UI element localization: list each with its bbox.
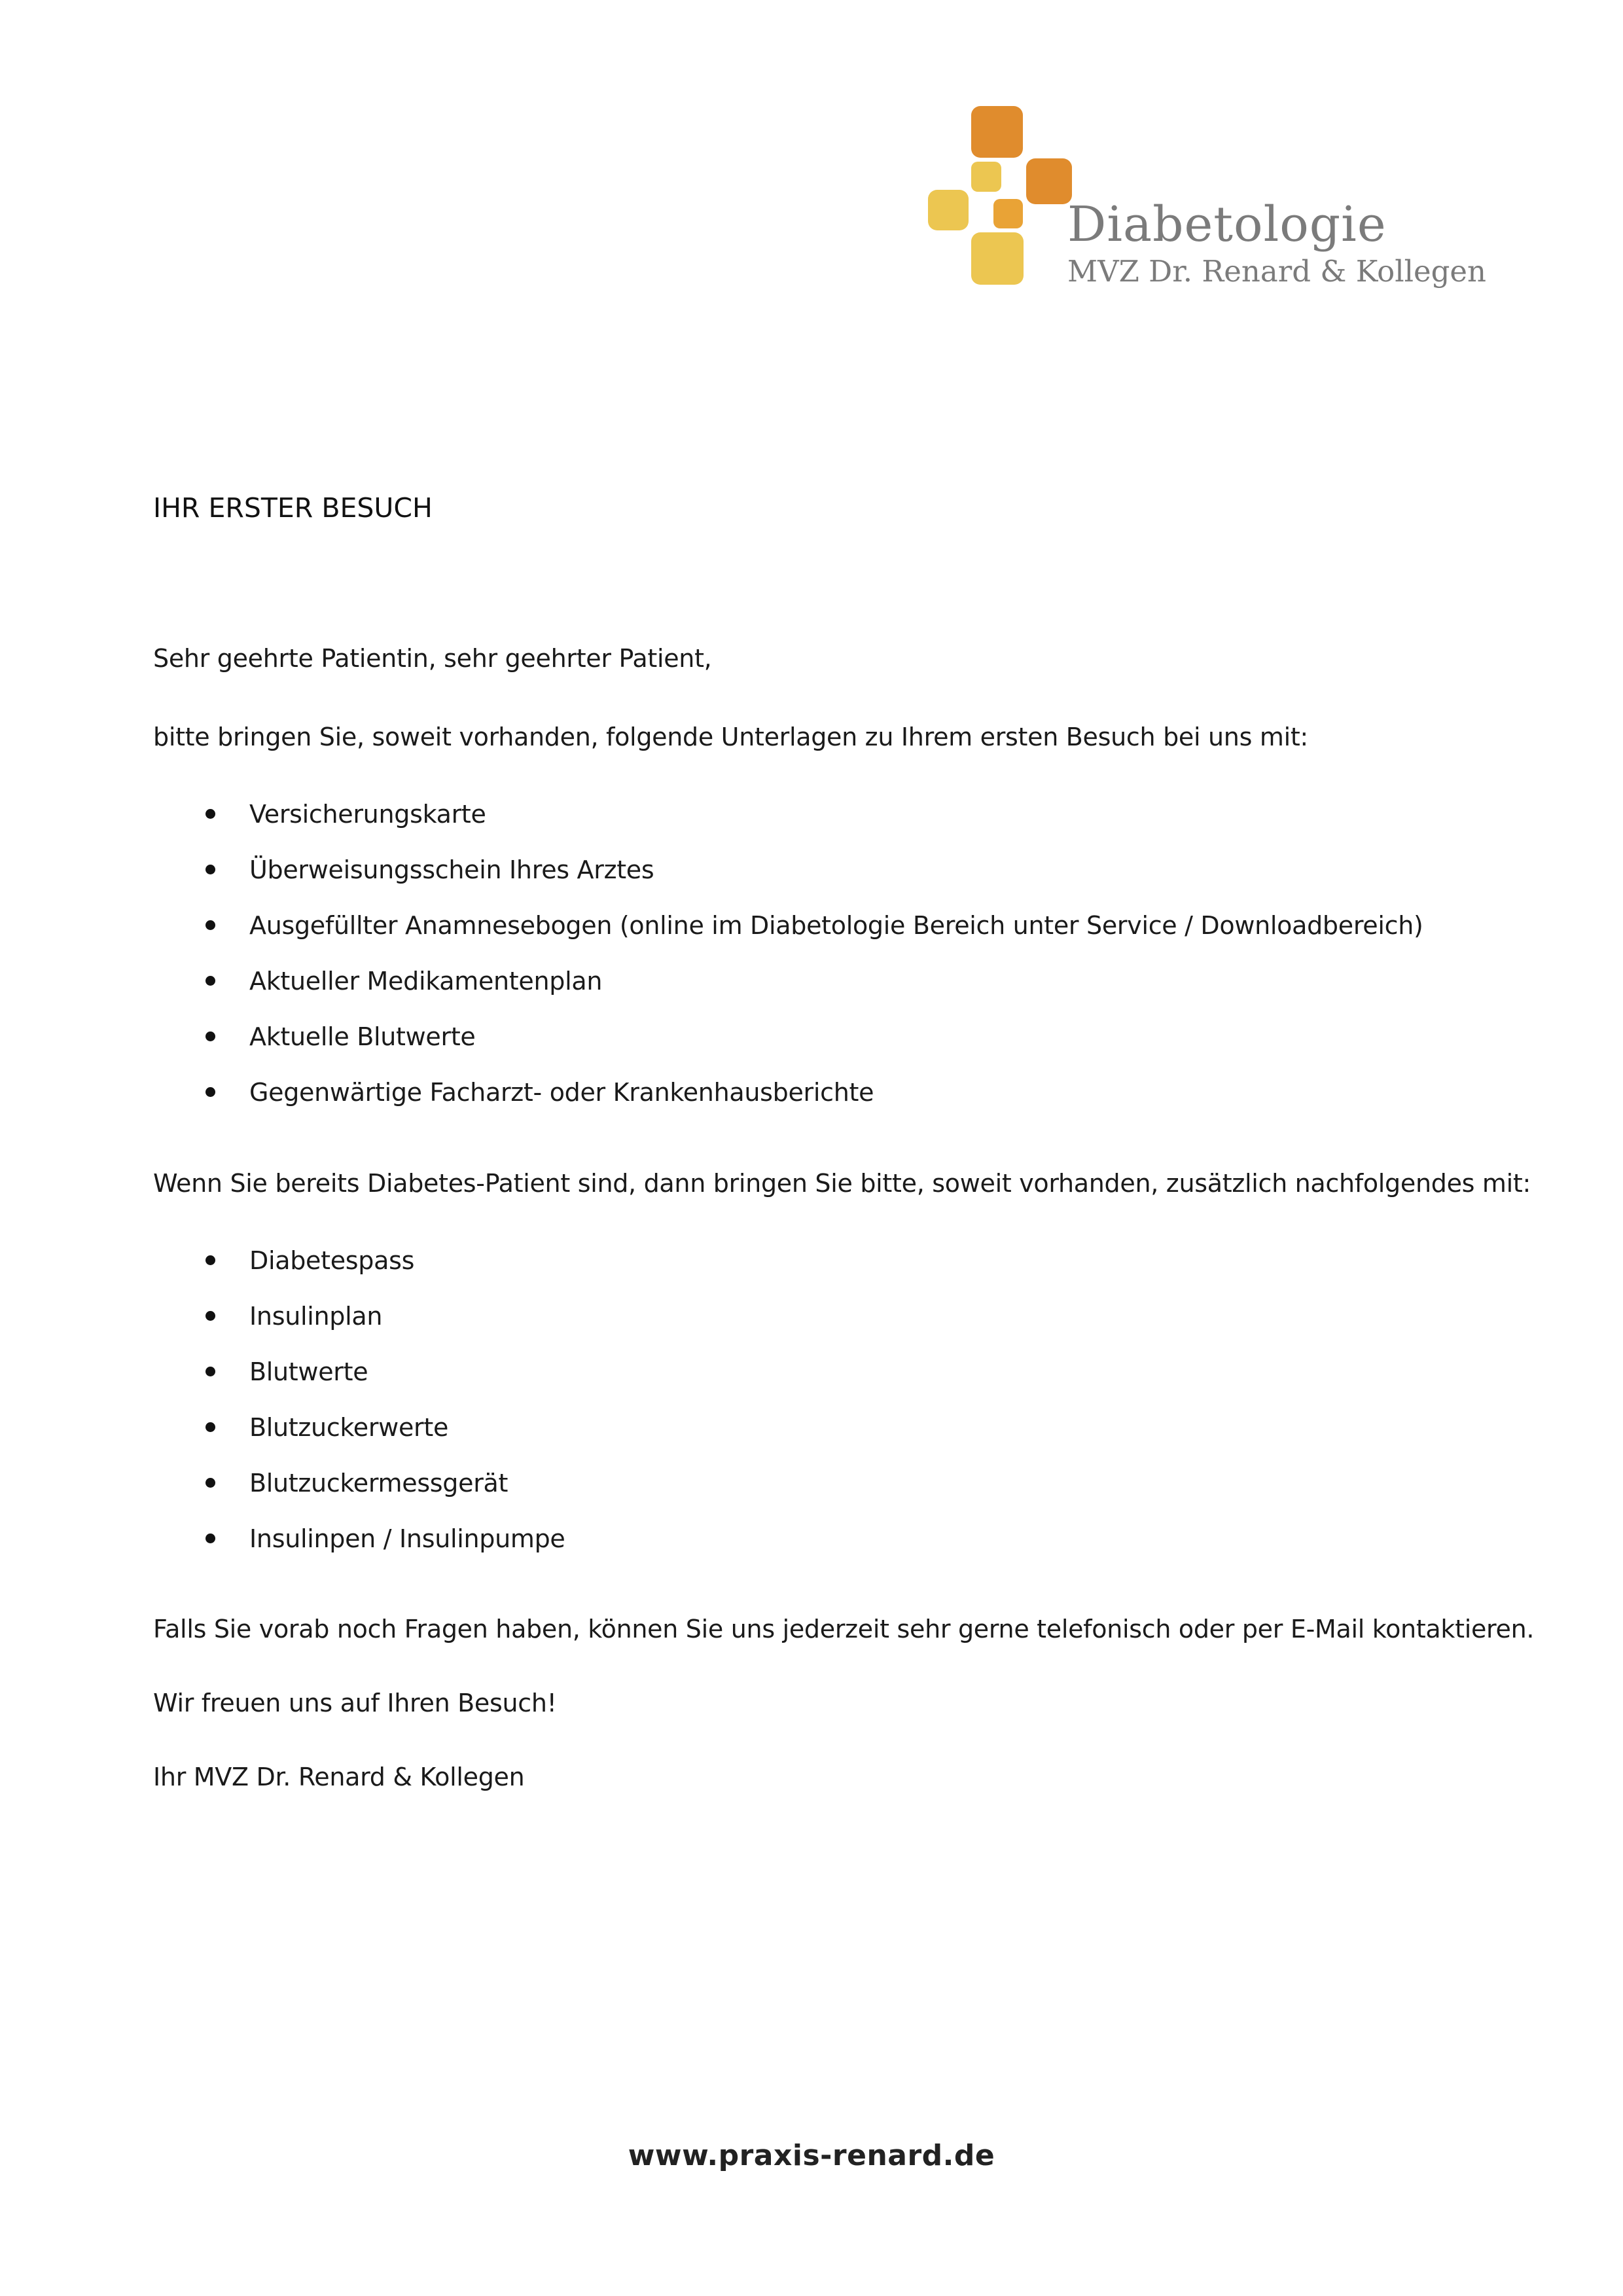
list-item (205, 798, 1423, 854)
list-item (205, 1523, 565, 1579)
logo-title: Diabetologie (1067, 196, 1387, 253)
list-item-label: Insulinplan (249, 1302, 383, 1331)
list-item (205, 854, 1423, 910)
list-item (205, 1467, 565, 1523)
bullet-icon (205, 865, 215, 874)
list-item-label: Ausgefüllter Anamnesebogen (online im Diabetologie Bereich unter Service / Downloadbereich) (249, 911, 1423, 940)
logo-squares-icon (928, 106, 1072, 286)
bullet-icon (205, 1534, 215, 1543)
documents-list (205, 798, 1423, 1132)
diabetes-items-list (205, 1245, 565, 1579)
closing-line: Wir freuen uns auf Ihren Besuch! (153, 1689, 557, 1717)
bullet-icon (205, 1367, 215, 1376)
bullet-icon (205, 1422, 215, 1432)
list-item-label: Blutwerte (249, 1357, 368, 1386)
practice-logo (928, 106, 1487, 296)
logo-square-bottom (971, 232, 1024, 285)
bullet-icon (205, 1478, 215, 1488)
footer-website-link[interactable]: www.praxis-renard.de (628, 2139, 995, 2172)
logo-square-top (971, 106, 1023, 158)
list-item-label: Gegenwärtige Facharzt- oder Krankenhausberichte (249, 1078, 874, 1107)
list-item-label: Aktuelle Blutwerte (249, 1022, 476, 1051)
list-item-label: Versicherungskarte (249, 800, 486, 829)
logo-subtitle: MVZ Dr. Renard & Kollegen (1067, 254, 1487, 289)
bullet-icon (205, 1311, 215, 1321)
logo-square-left (928, 190, 969, 230)
list-item (205, 1412, 565, 1467)
list-item (205, 965, 1423, 1021)
list-item-label: Diabetespass (249, 1246, 415, 1275)
bullet-icon (205, 1087, 215, 1097)
list-item-label: Aktueller Medikamentenplan (249, 967, 603, 996)
logo-square-small-top (971, 162, 1001, 192)
list-item-label: Überweisungsschein Ihres Arztes (249, 855, 654, 884)
list-item (205, 1245, 565, 1300)
bullet-icon (205, 920, 215, 930)
list-item (205, 1021, 1423, 1077)
intro-paragraph: bitte bringen Sie, soweit vorhanden, folgende Unterlagen zu Ihrem ersten Besuch bei uns mit: (153, 723, 1308, 751)
signature: Ihr MVZ Dr. Renard & Kollegen (153, 1763, 525, 1791)
bullet-icon (205, 1031, 215, 1041)
logo-square-center (993, 199, 1023, 228)
list-item-label: Blutzuckermessgerät (249, 1469, 508, 1498)
bullet-icon (205, 809, 215, 819)
salutation: Sehr geehrte Patientin, sehr geehrter Patient, (153, 644, 712, 673)
questions-paragraph: Falls Sie vorab noch Fragen haben, können Sie uns jederzeit sehr gerne telefonisch oder per E-Mail kontaktieren. (153, 1615, 1535, 1643)
bullet-icon (205, 1255, 215, 1265)
list-item (205, 1356, 565, 1412)
list-item (205, 1300, 565, 1356)
list-item-label: Blutzuckerwerte (249, 1413, 449, 1442)
list-item (205, 1077, 1423, 1132)
bullet-icon (205, 976, 215, 986)
page-title: IHR ERSTER BESUCH (153, 492, 433, 524)
list-item-label: Insulinpen / Insulinpumpe (249, 1524, 565, 1553)
logo-square-right (1026, 158, 1072, 204)
diabetes-intro-paragraph: Wenn Sie bereits Diabetes-Patient sind, dann bringen Sie bitte, soweit vorhanden, zusätzlich nachfolgendes mit: (153, 1169, 1531, 1198)
list-item (205, 910, 1423, 965)
